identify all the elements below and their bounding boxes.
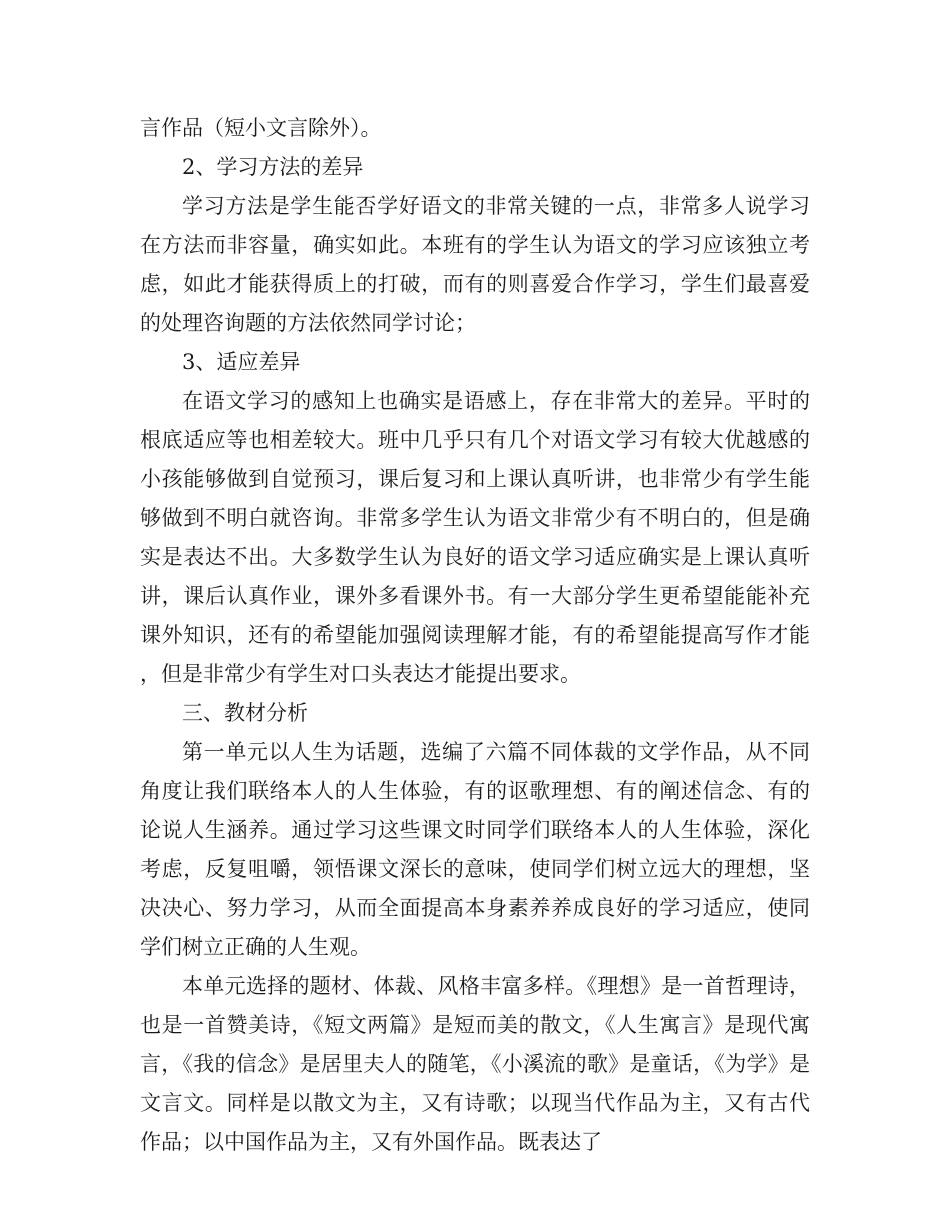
paragraph-habit-differences: 在语文学习的感知上也确实是语感上，存在非常大的差异。平时的根底适应等也相差较大。班中几乎只有几个对语文学习有较大优越感的小孩能够做到自觉预习，课后复习和上课认真听讲，也非常少有学生能够做到不明白就咨询。非常多学生认为语文非常少有不明白的，但是确实是表达不出。大多数学生认为良好的语文学习适应确实是上课认真听讲，课后认真作业，课外多看课外书。有一大部分学生更希望能能补充课外知识，还有的希望能加强阅读理解才能，有的希望能提高写作才能，但是非常少有学生对口头表达才能提出要求。 (140, 389, 810, 686)
paragraph-unit-one: 第一单元以人生为话题，选编了六篇不同体裁的文学作品，从不同角度让我们联络本人的人生体验，有的讴歌理想、有的阐述信念、有的论说人生涵养。通过学习这些课文时同学们联络本人的人生体验，深化考虑，反复咀嚼，领悟课文深长的意味，使同学们树立远大的理想，坚决决心、努力学习，从而全面提高本身素养养成良好的学习适应，使同学们树立正确的人生观。 (140, 740, 810, 959)
section-heading-learning-methods: 2、学习方法的差异 (182, 155, 364, 179)
paragraph-learning-methods: 学习方法是学生能否学好语文的非常关键的一点，非常多人说学习在方法而非容量，确实如此。本班有的学生认为语文的学习应该独立考虑，如此才能获得质上的打破，而有的则喜爱合作学习，学生们最喜爱的处理咨询题的方法依然同学讨论； (140, 194, 810, 335)
paragraph-unit-variety: 本单元选择的题材、体裁、风格丰富多样。《理想》是一首哲理诗，也是一首赞美诗，《短文两篇》是短而美的散文，《人生寓言》是现代寓言，《我的信念》是居里夫人的随笔，《小溪流的歌》是童话，《为学》是文言文。同样是以散文为主，又有诗歌；以现当代作品为主，又有古代作品；以中国作品为主，又有外国作品。既表达了 (140, 974, 810, 1154)
section-heading-habit-differences: 3、适应差异 (182, 350, 301, 374)
document-body (140, 109, 810, 1162)
paragraph-continuation: 言作品（短小文言除外）。 (140, 116, 382, 140)
section-heading-textbook-analysis: 三、教材分析 (182, 701, 308, 725)
